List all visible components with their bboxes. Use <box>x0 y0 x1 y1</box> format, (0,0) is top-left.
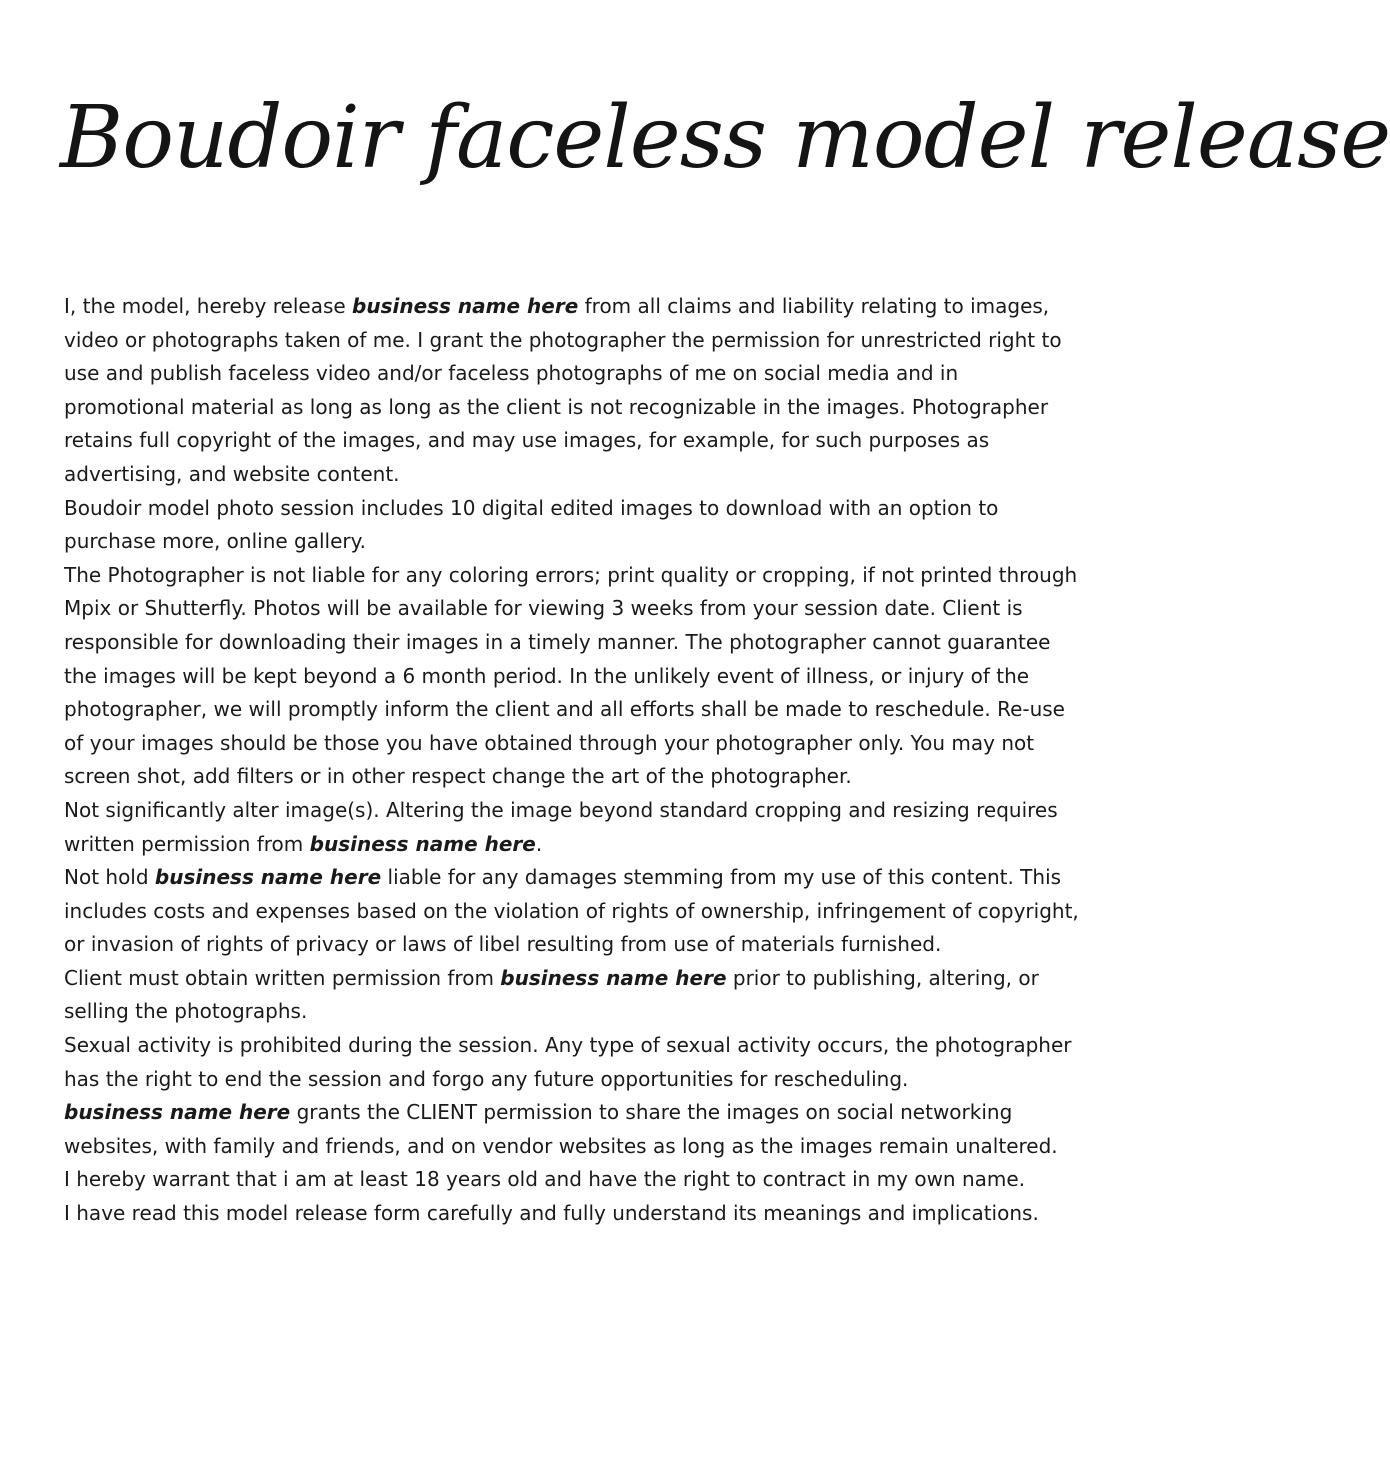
business-name: business name here <box>352 294 579 318</box>
paragraph-text: Not significantly alter image(s). Altering the image beyond standard cropping and resizing requires written permission from <box>64 797 1058 856</box>
paragraph-text: . <box>535 831 543 856</box>
paragraph-text: Client must obtain written permission from <box>64 965 501 990</box>
paragraph-text: from all claims and liability relating to images, video or photographs taken of me. I grant the photographer the permission for unrestricted right to use and publish faceless video and/or faceless photographs of me on social media and in promotional material as long as long as the client is not recognizable in the images. Photographer retains full copyright of the images, and may use images, for example, for such purposes as advertising, and website content. <box>64 294 1062 486</box>
paragraph-text: I, the model, hereby release <box>64 294 353 318</box>
document-title: Boudoir faceless model release <box>60 88 1390 188</box>
paragraph-session-includes: Boudoir model photo session includes 10 digital edited images to download with an option to purchase more, online gallery. <box>64 495 999 554</box>
business-name: business name here <box>154 865 382 890</box>
paragraph-written-permission <box>64 962 1080 1029</box>
paragraph-release <box>64 290 1080 492</box>
paragraph-alter-images <box>64 794 1080 861</box>
paragraph-acknowledgement: I have read this model release form carefully and fully understand its meanings and implications. <box>64 1201 1039 1226</box>
paragraph-text: Not hold <box>64 865 155 890</box>
paragraph-text: prior to publishing, altering, or selling the photographs. <box>64 965 1039 1024</box>
paragraph-age-warranty: I hereby warrant that i am at least 18 years old and have the right to contract in my own name. <box>64 1167 1026 1192</box>
paragraph-text: liable for any damages stemming from my use of this content. This includes costs and expenses based on the violation of rights of ownership, infringement of copyright, or invasion of rights of privacy or laws of libel resulting from use of materials furnished. <box>64 865 1079 957</box>
paragraph-sharing-permission <box>64 1096 1080 1163</box>
business-name: business name here <box>500 965 727 990</box>
business-name: business name here <box>64 1100 291 1125</box>
paragraph-prohibited-activity: Sexual activity is prohibited during the session. Any type of sexual activity occurs, the photographer has the right to end the session and forgo any future opportunities for rescheduling. <box>64 1033 1072 1091</box>
business-name: business name here <box>309 831 536 856</box>
paragraph-text: grants the CLIENT permission to share the images on social networking websites, with family and friends, and on vendor websites as long as the images remain unaltered. <box>64 1100 1058 1158</box>
paragraph-hold-harmless <box>64 861 1080 962</box>
document-body <box>64 290 1080 1231</box>
paragraph-liability: The Photographer is not liable for any coloring errors; print quality or cropping, if not printed through Mpix or Shutterfly. Photos will be available for viewing 3 weeks from your session date. Client is responsible for downloading their images in a timely manner. The photographer cannot guarantee the images will be kept beyond a 6 month period. In the unlikely event of illness, or injury of the photographer, we will promptly inform the client and all efforts shall be made to reschedule. Re-use of your images should be those you have obtained through your photographer only. You may not screen shot, add filters or in other respect change the art of the photographer. <box>64 562 1078 789</box>
